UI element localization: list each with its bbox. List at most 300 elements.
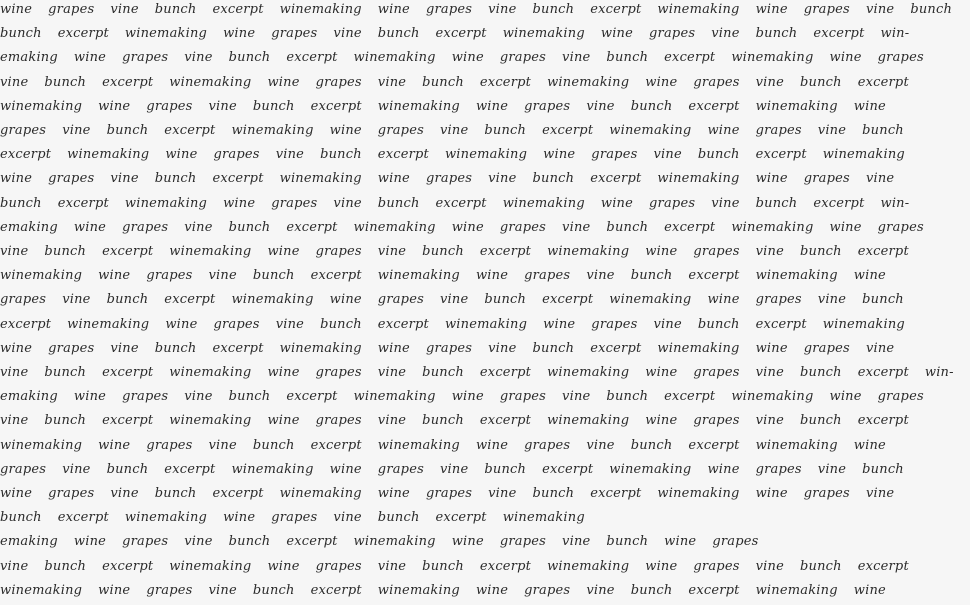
pattern-word: excerpt — [688, 98, 740, 114]
pattern-word: vine — [275, 316, 305, 332]
pattern-word: grapes — [425, 171, 473, 187]
pattern-word: vine — [439, 123, 469, 138]
pattern-word: wine — [853, 268, 886, 284]
pattern-word: vine — [586, 437, 615, 453]
pattern-word: wine — [543, 147, 576, 163]
pattern-word: vine — [62, 123, 91, 138]
pattern-word: bunch — [697, 316, 740, 332]
pattern-line — [0, 50, 940, 66]
pattern-word: winemaking — [755, 582, 838, 598]
pattern-word: grapes — [425, 2, 473, 17]
pattern-word: bunch — [606, 50, 649, 66]
pattern-word: grapes — [315, 558, 362, 574]
pattern-word: vine — [0, 244, 29, 259]
pattern-word: vine — [184, 50, 213, 66]
pattern-word: wine — [329, 461, 362, 477]
pattern-word: excerpt — [286, 50, 338, 66]
pattern-word: winemaking — [353, 219, 436, 235]
pattern-word: grapes — [213, 316, 260, 332]
pattern-word: grapes — [271, 195, 318, 211]
pattern-word: excerpt — [102, 74, 154, 90]
pattern-word: excerpt — [542, 123, 594, 138]
pattern-word: excerpt — [0, 316, 52, 332]
pattern-word: bunch — [320, 316, 362, 332]
pattern-word: wine — [475, 582, 509, 598]
pattern-word: vine — [755, 244, 784, 259]
pattern-word: emaking — [0, 50, 58, 66]
pattern-line — [0, 292, 920, 308]
pattern-word: winemaking — [755, 268, 838, 284]
pattern-word: grapes — [0, 461, 47, 477]
pattern-word: wine — [475, 98, 509, 114]
pattern-word: vine — [562, 219, 591, 235]
pattern-word: excerpt — [664, 219, 716, 235]
pattern-word: winemaking — [124, 510, 208, 526]
pattern-word: excerpt — [542, 461, 594, 477]
pattern-word: bunch — [154, 2, 197, 17]
pattern-word: wine — [98, 582, 131, 598]
pattern-word: bunch — [44, 413, 87, 429]
pattern-word: win- — [880, 26, 910, 42]
pattern-word: vine — [865, 340, 895, 356]
pattern-word: bunch — [422, 413, 464, 429]
pattern-word: bunch — [862, 123, 904, 138]
pattern-word: wine — [755, 2, 788, 17]
pattern-word: grapes — [524, 268, 571, 284]
pattern-word: vine — [333, 510, 362, 526]
pattern-word: excerpt — [590, 171, 642, 187]
pattern-word: vine — [333, 26, 362, 42]
pattern-word: winemaking — [755, 98, 838, 114]
pattern-word: grapes — [803, 171, 850, 187]
pattern-word: grapes — [499, 389, 547, 405]
pattern-word: vine — [62, 461, 91, 477]
pattern-word: winemaking — [231, 123, 314, 138]
pattern-word: excerpt — [377, 316, 429, 332]
pattern-word: vine — [488, 2, 517, 17]
pattern-word: bunch — [377, 26, 420, 42]
pattern-word: winemaking — [377, 268, 460, 284]
pattern-word: vine — [817, 461, 847, 477]
pattern-word: winemaking — [169, 365, 252, 380]
pattern-word: bunch — [228, 219, 271, 235]
pattern-word: excerpt — [164, 292, 216, 308]
pattern-word: wine — [664, 534, 697, 550]
pattern-line — [0, 99, 902, 115]
pattern-word: bunch — [154, 486, 197, 501]
pattern-word: win- — [924, 365, 954, 380]
pattern-word: bunch — [606, 389, 649, 405]
pattern-word: excerpt — [688, 268, 740, 284]
pattern-word: grapes — [146, 437, 193, 453]
pattern-word: vine — [562, 534, 591, 550]
pattern-line — [0, 389, 940, 405]
pattern-word: grapes — [499, 219, 547, 235]
pattern-word: grapes — [0, 292, 47, 308]
pattern-word: winemaking — [377, 582, 460, 598]
pattern-word: wine — [267, 244, 300, 259]
pattern-word: wine — [267, 558, 300, 574]
pattern-word: vine — [377, 74, 407, 90]
pattern-word: wine — [73, 534, 107, 550]
pattern-word: wine — [755, 171, 788, 187]
pattern-word: grapes — [48, 340, 95, 356]
pattern-word: vine — [586, 98, 615, 114]
pattern-word: winemaking — [609, 292, 692, 308]
pattern-word: bunch — [44, 244, 87, 259]
pattern-word: winemaking — [502, 195, 585, 211]
pattern-word: wine — [223, 195, 256, 211]
pattern-word: grapes — [122, 219, 169, 235]
pattern-word: excerpt — [755, 147, 807, 163]
pattern-word: winemaking — [0, 98, 83, 114]
pattern-word: winemaking — [444, 147, 528, 163]
pattern-word: wine — [377, 171, 410, 187]
pattern-word: bunch — [252, 582, 295, 598]
pattern-word: vine — [110, 340, 139, 356]
pattern-word: vine — [439, 292, 469, 308]
pattern-word: bunch — [697, 147, 740, 163]
pattern-word: vine — [586, 582, 615, 598]
pattern-word: wine — [377, 486, 410, 501]
pattern-word: wine — [475, 268, 509, 284]
pattern-word: excerpt — [590, 486, 642, 501]
pattern-word: excerpt — [212, 486, 264, 501]
pattern-word: wine — [0, 2, 33, 17]
pattern-word: grapes — [377, 292, 424, 308]
pattern-word: grapes — [693, 74, 740, 90]
pattern-word: vine — [208, 268, 237, 284]
pattern-word: winemaking — [731, 219, 814, 235]
pattern-word: grapes — [48, 171, 95, 187]
pattern-word: excerpt — [310, 98, 362, 114]
pattern-word: wine — [853, 582, 886, 598]
pattern-word: excerpt — [57, 26, 109, 42]
pattern-word: grapes — [271, 26, 318, 42]
pattern-word: vine — [817, 292, 847, 308]
pattern-word: wine — [451, 389, 484, 405]
pattern-word: excerpt — [857, 74, 909, 90]
pattern-word: excerpt — [590, 340, 642, 356]
pattern-line — [0, 123, 920, 139]
pattern-word: grapes — [425, 486, 473, 501]
pattern-word: bunch — [44, 365, 87, 380]
pattern-word: wine — [600, 26, 634, 42]
pattern-word: excerpt — [310, 437, 362, 453]
pattern-word: bunch — [606, 219, 649, 235]
pattern-word: wine — [0, 171, 33, 187]
pattern-word: excerpt — [164, 123, 216, 138]
pattern-word: vine — [488, 340, 517, 356]
pattern-word: grapes — [213, 147, 260, 163]
pattern-word: bunch — [422, 558, 464, 574]
pattern-word: bunch — [799, 74, 842, 90]
pattern-word: excerpt — [857, 558, 909, 574]
pattern-line — [0, 486, 910, 502]
pattern-word: excerpt — [212, 2, 264, 17]
pattern-word: grapes — [499, 50, 547, 66]
pattern-line — [0, 317, 921, 333]
pattern-word: winemaking — [657, 2, 740, 17]
pattern-word: excerpt — [813, 26, 865, 42]
pattern-word: winemaking — [0, 437, 83, 453]
pattern-word: grapes — [649, 195, 696, 211]
pattern-word: vine — [110, 486, 139, 501]
pattern-word: wine — [267, 413, 300, 429]
pattern-word: grapes — [524, 98, 571, 114]
pattern-word: vine — [110, 171, 139, 187]
pattern-word: bunch — [532, 171, 575, 187]
pattern-word: excerpt — [102, 558, 154, 574]
pattern-word: winemaking — [657, 340, 740, 356]
pattern-word: winemaking — [657, 486, 740, 501]
pattern-word: bunch — [630, 268, 673, 284]
pattern-word: winemaking — [547, 74, 630, 90]
pattern-word: vine — [110, 2, 139, 17]
pattern-word: bunch — [799, 365, 842, 380]
pattern-word: bunch — [0, 26, 42, 42]
pattern-word: winemaking — [444, 316, 528, 332]
pattern-word: bunch — [44, 558, 87, 574]
pattern-word: winemaking — [353, 50, 436, 66]
pattern-word: vine — [865, 2, 895, 17]
pattern-word: grapes — [877, 219, 924, 235]
pattern-word: winemaking — [547, 413, 630, 429]
pattern-word: wine — [165, 147, 198, 163]
pattern-word: winemaking — [377, 437, 460, 453]
pattern-word: bunch — [532, 2, 575, 17]
pattern-word: excerpt — [435, 195, 487, 211]
pattern-word: grapes — [146, 98, 193, 114]
pattern-word: grapes — [425, 340, 473, 356]
pattern-line — [0, 365, 970, 381]
pattern-word: grapes — [146, 268, 193, 284]
pattern-word: bunch — [755, 26, 798, 42]
pattern-word: wine — [707, 292, 740, 308]
pattern-word: vine — [184, 219, 213, 235]
pattern-word: wine — [707, 461, 740, 477]
pattern-word: wine — [73, 389, 107, 405]
pattern-word: excerpt — [479, 558, 532, 574]
pattern-word: excerpt — [57, 195, 109, 211]
pattern-word: winemaking — [353, 389, 436, 405]
pattern-line — [0, 438, 902, 454]
pattern-word: winemaking — [502, 510, 585, 526]
pattern-word: grapes — [271, 510, 318, 526]
pattern-word: excerpt — [688, 437, 740, 453]
pattern-word: grapes — [693, 244, 740, 259]
pattern-word: winemaking — [279, 486, 362, 501]
pattern-word: grapes — [499, 534, 547, 550]
pattern-word: vine — [488, 486, 517, 501]
pattern-word: excerpt — [664, 389, 716, 405]
pattern-word: wine — [853, 437, 886, 453]
pattern-word: vine — [865, 171, 895, 187]
pattern-word: winemaking — [353, 534, 436, 550]
pattern-word: winemaking — [0, 582, 83, 598]
pattern-word: wine — [645, 413, 678, 429]
pattern-word: vine — [711, 195, 740, 211]
pattern-word: vine — [377, 558, 407, 574]
pattern-word: wine — [223, 510, 256, 526]
pattern-word: wine — [829, 219, 862, 235]
pattern-word: emaking — [0, 389, 58, 405]
pattern-word: excerpt — [542, 292, 594, 308]
pattern-word: vine — [439, 461, 469, 477]
pattern-word: grapes — [122, 534, 169, 550]
pattern-line — [0, 171, 910, 187]
pattern-word: bunch — [630, 582, 673, 598]
pattern-word: winemaking — [822, 147, 905, 163]
pattern-word: excerpt — [664, 50, 716, 66]
pattern-word: bunch — [106, 123, 149, 138]
pattern-word: wine — [451, 219, 484, 235]
pattern-word: wine — [98, 98, 131, 114]
pattern-line — [0, 462, 920, 478]
pattern-word: emaking — [0, 219, 58, 235]
pattern-word: grapes — [693, 365, 740, 380]
pattern-word: excerpt — [590, 2, 642, 17]
pattern-line — [0, 534, 775, 550]
pattern-word: bunch — [252, 437, 295, 453]
pattern-word: bunch — [154, 171, 197, 187]
pattern-word: bunch — [154, 340, 197, 356]
pattern-word: vine — [208, 437, 237, 453]
pattern-word: grapes — [693, 558, 740, 574]
pattern-word: wine — [829, 389, 862, 405]
pattern-word: grapes — [524, 582, 571, 598]
pattern-word: bunch — [422, 365, 464, 380]
pattern-word: vine — [653, 147, 682, 163]
pattern-word: wine — [377, 340, 410, 356]
pattern-word: bunch — [228, 534, 271, 550]
pattern-word: grapes — [755, 123, 802, 138]
pattern-word: winemaking — [609, 123, 692, 138]
pattern-word: excerpt — [310, 582, 362, 598]
pattern-word: wine — [165, 316, 198, 332]
pattern-word: wine — [829, 50, 862, 66]
pattern-word: vine — [0, 365, 29, 380]
pattern-word: grapes — [315, 413, 362, 429]
pattern-word: bunch — [377, 195, 420, 211]
pattern-word: winemaking — [731, 389, 814, 405]
pattern-word: grapes — [803, 486, 850, 501]
pattern-word: wine — [267, 74, 300, 90]
pattern-word: bunch — [320, 147, 362, 163]
pattern-word: vine — [711, 26, 740, 42]
pattern-word: grapes — [755, 292, 802, 308]
pattern-word: grapes — [591, 316, 638, 332]
pattern-line — [0, 26, 925, 42]
pattern-line — [0, 341, 910, 357]
pattern-word: bunch — [532, 486, 575, 501]
pattern-word: wine — [73, 219, 107, 235]
pattern-word: excerpt — [435, 510, 487, 526]
pattern-word: excerpt — [479, 365, 532, 380]
pattern-word: excerpt — [286, 534, 338, 550]
pattern-word: winemaking — [279, 2, 362, 17]
pattern-line — [0, 268, 902, 284]
pattern-word: excerpt — [286, 219, 338, 235]
pattern-word: vine — [562, 50, 591, 66]
pattern-word: bunch — [484, 461, 527, 477]
pattern-word: excerpt — [857, 413, 909, 429]
pattern-word: wine — [543, 316, 576, 332]
pattern-word: grapes — [122, 389, 169, 405]
pattern-word: winemaking — [67, 147, 150, 163]
pattern-word: grapes — [146, 582, 193, 598]
pattern-word: bunch — [532, 340, 575, 356]
pattern-word: wine — [329, 123, 362, 138]
pattern-word: winemaking — [124, 26, 208, 42]
pattern-word: excerpt — [310, 268, 362, 284]
pattern-word: bunch — [422, 74, 464, 90]
pattern-word: bunch — [484, 292, 527, 308]
pattern-word: excerpt — [688, 582, 740, 598]
pattern-line — [0, 220, 940, 236]
pattern-word: vine — [377, 365, 407, 380]
pattern-word: vine — [562, 389, 591, 405]
pattern-word: winemaking — [231, 292, 314, 308]
pattern-word: bunch — [252, 268, 295, 284]
pattern-word: grapes — [377, 461, 424, 477]
pattern-word: winemaking — [755, 437, 838, 453]
pattern-word: grapes — [877, 389, 924, 405]
pattern-word: wine — [707, 123, 740, 138]
pattern-word: grapes — [755, 461, 802, 477]
pattern-word: vine — [184, 534, 213, 550]
pattern-word: vine — [275, 147, 305, 163]
pattern-word: grapes — [315, 365, 362, 380]
pattern-word: wine — [73, 50, 107, 66]
pattern-word: winemaking — [547, 558, 630, 574]
pattern-word: bunch — [106, 292, 149, 308]
pattern-word: vine — [208, 582, 237, 598]
pattern-word: winemaking — [169, 413, 252, 429]
pattern-word: bunch — [799, 413, 842, 429]
pattern-word: grapes — [315, 244, 362, 259]
pattern-word: wine — [600, 195, 634, 211]
pattern-word: wine — [0, 340, 33, 356]
pattern-word: excerpt — [102, 413, 154, 429]
pattern-word: excerpt — [755, 316, 807, 332]
pattern-word: bunch — [0, 510, 42, 526]
pattern-word: bunch — [0, 195, 42, 211]
pattern-word: wine — [451, 50, 484, 66]
pattern-word: wine — [377, 2, 410, 17]
pattern-word: vine — [817, 123, 847, 138]
pattern-word: excerpt — [479, 413, 532, 429]
pattern-word: winemaking — [609, 461, 692, 477]
pattern-word: bunch — [799, 558, 842, 574]
pattern-word: excerpt — [377, 147, 429, 163]
pattern-word: vine — [0, 74, 29, 90]
pattern-word: vine — [653, 316, 682, 332]
pattern-word: excerpt — [857, 365, 909, 380]
pattern-word: excerpt — [102, 244, 154, 259]
pattern-word: wine — [645, 558, 678, 574]
pattern-word: winemaking — [124, 195, 208, 211]
pattern-word: excerpt — [102, 365, 154, 380]
pattern-word: grapes — [877, 50, 924, 66]
pattern-word: grapes — [803, 2, 850, 17]
pattern-word: grapes — [122, 50, 169, 66]
pattern-word: excerpt — [286, 389, 338, 405]
pattern-line — [0, 75, 925, 91]
pattern-word: wine — [755, 486, 788, 501]
pattern-word: bunch — [228, 50, 271, 66]
pattern-word: wine — [98, 268, 131, 284]
